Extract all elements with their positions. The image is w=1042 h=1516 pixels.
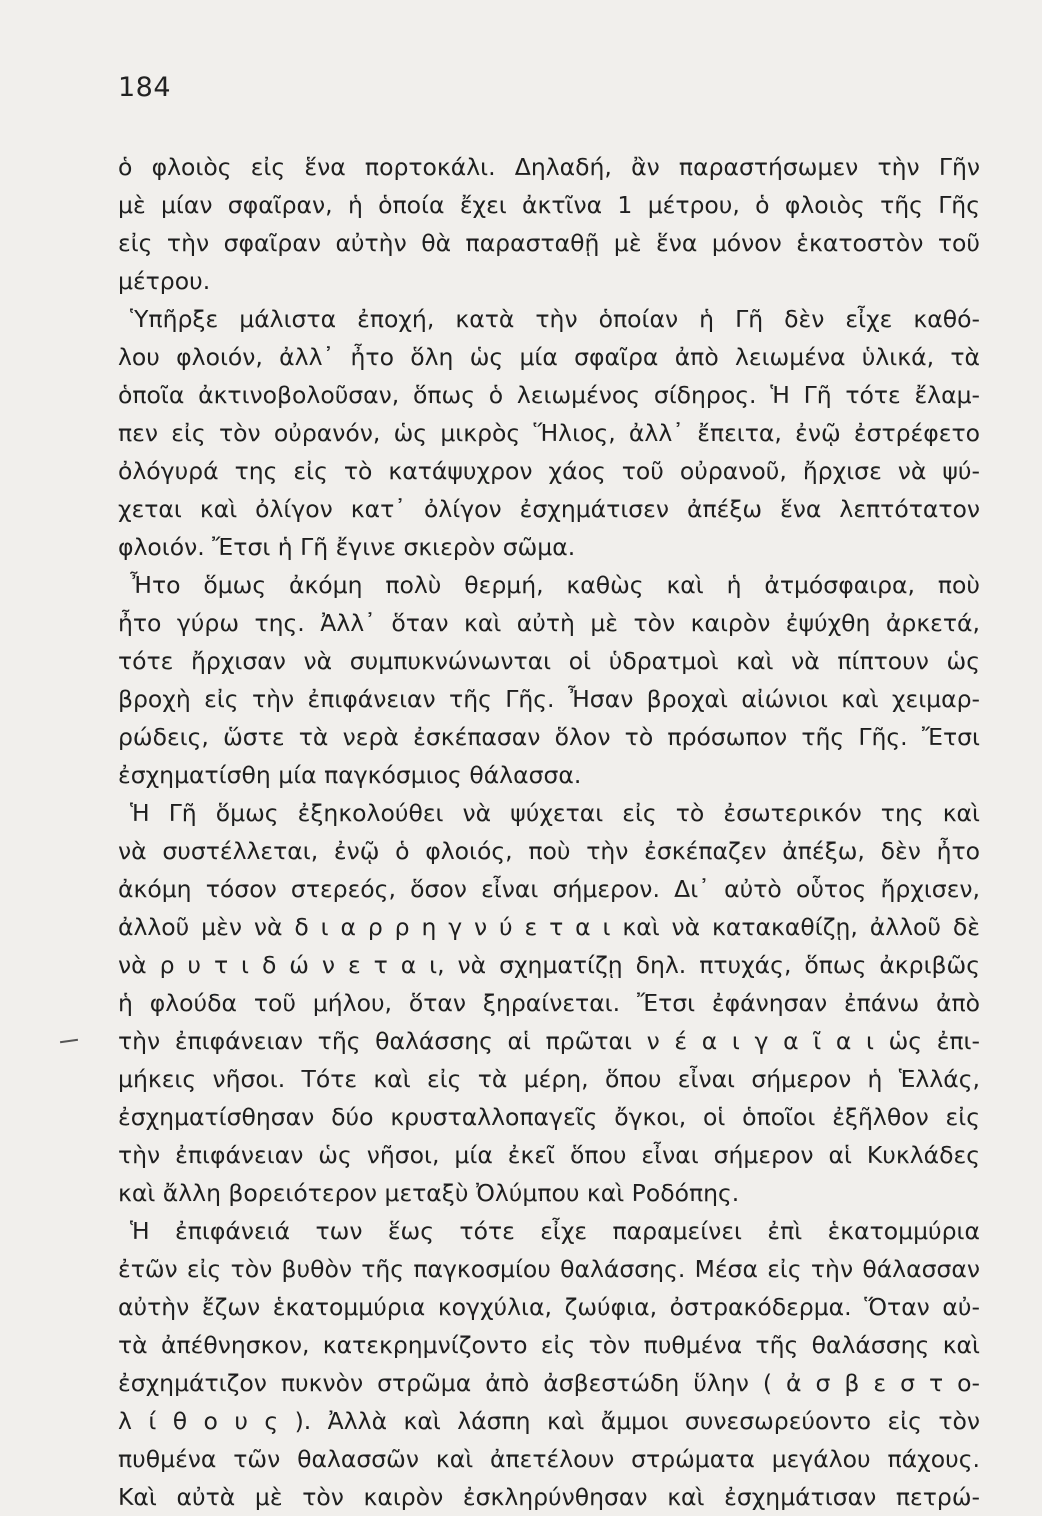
- text-line: ὁποῖα ἀκτινοβολοῦσαν, ὅπως ὁ λειωμένος σίδηρος. Ἡ Γῆ τότε ἔλαμ-: [118, 381, 980, 409]
- text-line: φλοιόν. Ἔτσι ἡ Γῆ ἔγινε σκιερὸν σῶμα.: [118, 533, 576, 561]
- text-line: τὴν ἐπιφάνειαν τῆς θαλάσσης αἱ πρῶται ν έ α ι γ α ῖ α ι ὡς ἐπι-: [118, 1027, 980, 1055]
- margin-mark: [60, 1039, 78, 1043]
- body-text: [118, 148, 980, 1516]
- text-line: Ἡ ἐπιφάνειά των ἕως τότε εἶχε παραμείνει ἐπὶ ἑκατομμύρια: [130, 1217, 980, 1245]
- text-line: καὶ ἄλλη βορειότερον μεταξὺ Ὀλύμπου καὶ Ροδόπης.: [118, 1179, 740, 1207]
- text-line: πεν εἰς τὸν οὐρανόν, ὡς μικρὸς Ἥλιος, ἀλλ᾿ ἔπειτα, ἐνῷ ἐστρέφετο: [118, 419, 980, 447]
- text-line: τὴν ἐπιφάνειαν ὡς νῆσοι, μία ἐκεῖ ὅπου εἶναι σήμερον αἱ Κυκλάδες: [118, 1141, 980, 1169]
- text-line: πυθμένα τῶν θαλασσῶν καὶ ἀπετέλουν στρώματα μεγάλου πάχους.: [118, 1445, 980, 1473]
- text-line: μέτρου.: [118, 267, 211, 295]
- text-line: ρώδεις, ὥστε τὰ νερὰ ἐσκέπασαν ὅλον τὸ πρόσωπον τῆς Γῆς. Ἔτσι: [118, 723, 980, 751]
- text-line: νὰ συστέλλεται, ἐνῷ ὁ φλοιός, ποὺ τὴν ἐσκέπαζεν ἀπέξω, δὲν ἦτο: [118, 837, 980, 865]
- text-line: ἡ φλούδα τοῦ μήλου, ὅταν ξηραίνεται. Ἔτσι ἐφάνησαν ἐπάνω ἀπὸ: [118, 989, 980, 1017]
- text-line: βροχὴ εἰς τὴν ἐπιφάνειαν τῆς Γῆς. Ἦσαν βροχαὶ αἰώνιοι καὶ χειμαρ-: [118, 685, 980, 713]
- text-line: ἦτο γύρω της. Ἀλλ᾿ ὅταν καὶ αὐτὴ μὲ τὸν καιρὸν ἐψύχθη ἀρκετά,: [118, 609, 980, 637]
- text-line: λου φλοιόν, ἀλλ᾿ ἦτο ὅλη ὡς μία σφαῖρα ἀπὸ λειωμένα ὑλικά, τὰ: [118, 343, 980, 371]
- text-line: αὐτὴν ἔζων ἑκατομμύρια κογχύλια, ζωύφια, ὀστρακόδερμα. Ὅταν αὐ-: [118, 1293, 980, 1321]
- text-line: χεται καὶ ὀλίγον κατ᾿ ὀλίγον ἐσχημάτισεν ἀπέξω ἕνα λεπτότατον: [118, 495, 980, 523]
- text-line: τὰ ἀπέθνησκον, κατεκρημνίζοντο εἰς τὸν πυθμένα τῆς θαλάσσης καὶ: [118, 1331, 980, 1359]
- text-line: Ὑπῆρξε μάλιστα ἐποχή, κατὰ τὴν ὁποίαν ἡ Γῆ δὲν εἶχε καθό-: [130, 305, 980, 333]
- text-line: Ἡ Γῆ ὅμως ἐξηκολούθει νὰ ψύχεται εἰς τὸ ἐσωτερικόν της καὶ: [130, 799, 980, 827]
- page-number: 184: [118, 72, 172, 103]
- text-line: νὰ ρ υ τ ι δ ώ ν ε τ α ι, νὰ σχηματίζῃ δηλ. πτυχάς, ὅπως ἀκριβῶς: [118, 951, 980, 979]
- text-line: ὁ φλοιὸς εἰς ἕνα πορτοκάλι. Δηλαδή, ἂν παραστήσωμεν τὴν Γῆν: [118, 153, 980, 181]
- text-line: ὀλόγυρά της εἰς τὸ κατάψυχρον χάος τοῦ οὐρανοῦ, ἤρχισε νὰ ψύ-: [118, 457, 980, 485]
- text-line: ἐσχηματίσθησαν δύο κρυσταλλοπαγεῖς ὄγκοι, οἱ ὁποῖοι ἐξῆλθον εἰς: [118, 1103, 980, 1131]
- text-line: λ ί θ ο υ ς ). Ἀλλὰ καὶ λάσπη καὶ ἄμμοι συνεσωρεύοντο εἰς τὸν: [118, 1407, 980, 1435]
- text-line: Καὶ αὐτὰ μὲ τὸν καιρὸν ἐσκληρύνθησαν καὶ ἐσχημάτισαν πετρώ-: [118, 1483, 980, 1511]
- text-line: εἰς τὴν σφαῖραν αὐτὴν θὰ παρασταθῇ μὲ ἕνα μόνον ἑκατοστὸν τοῦ: [118, 229, 980, 257]
- text-line: ἐσχημάτιζον πυκνὸν στρῶμα ἀπὸ ἀσβεστώδη ὕλην ( ἀ σ β ε σ τ ο-: [118, 1369, 980, 1397]
- text-line: ἀλλοῦ μὲν νὰ δ ι α ρ ρ η γ ν ύ ε τ α ι καὶ νὰ κατακαθίζῃ, ἀλλοῦ δὲ: [118, 913, 980, 941]
- text-line: τότε ἤρχισαν νὰ συμπυκνώνωνται οἱ ὑδρατμοὶ καὶ νὰ πίπτουν ὡς: [118, 647, 980, 675]
- text-line: ἐσχηματίσθη μία παγκόσμιος θάλασσα.: [118, 761, 582, 789]
- text-line: ἐτῶν εἰς τὸν βυθὸν τῆς παγκοσμίου θαλάσσης. Μέσα εἰς τὴν θάλασσαν: [118, 1255, 980, 1283]
- text-line: μὲ μίαν σφαῖραν, ἡ ὁποία ἔχει ἀκτῖνα 1 μέτρου, ὁ φλοιὸς τῆς Γῆς: [118, 191, 980, 219]
- text-line: Ἦτο ὅμως ἀκόμη πολὺ θερμή, καθὼς καὶ ἡ ἀτμόσφαιρα, ποὺ: [130, 571, 980, 599]
- text-line: ἀκόμη τόσον στερεός, ὅσον εἶναι σήμερον. Δι᾿ αὐτὸ οὗτος ἤρχισεν,: [118, 875, 980, 903]
- text-line: μήκεις νῆσοι. Τότε καὶ εἰς τὰ μέρη, ὅπου εἶναι σήμερον ἡ Ἑλλάς,: [118, 1065, 980, 1093]
